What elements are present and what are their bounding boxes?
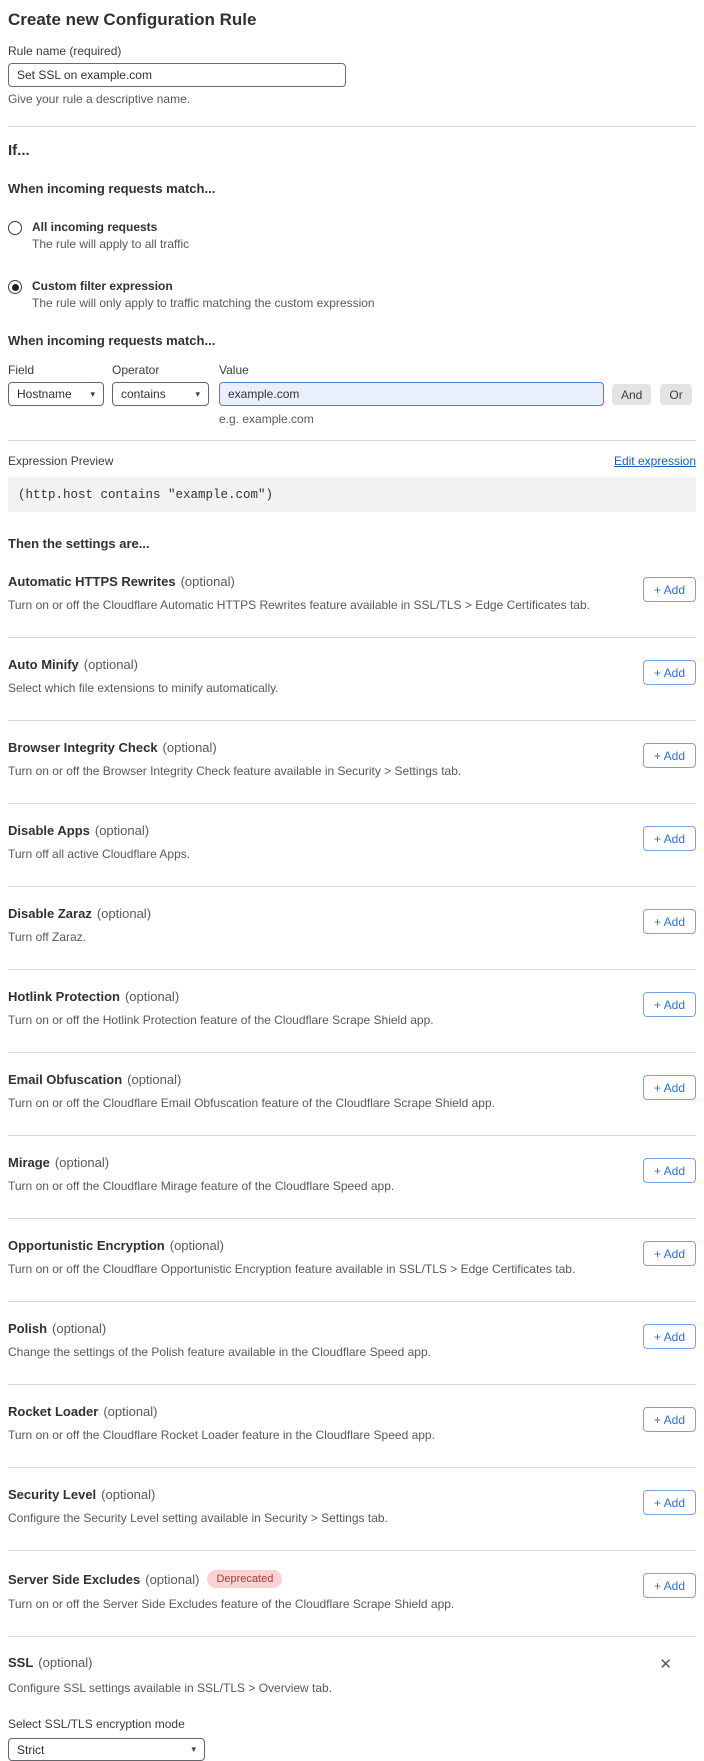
radio-description: The rule will apply to all traffic xyxy=(32,237,190,251)
setting-name: Rocket Loader xyxy=(8,1404,99,1419)
ssl-optional-suffix: (optional) xyxy=(38,1655,93,1670)
operator-label: Operator xyxy=(112,363,160,377)
setting-description: Turn on or off the Browser Integrity Check feature available in Security > Settings tab. xyxy=(8,764,462,778)
setting-optional-suffix: (optional) xyxy=(169,1238,224,1253)
settings-list xyxy=(8,555,696,1637)
setting-name: Hotlink Protection xyxy=(8,989,120,1004)
radio-option-all-incoming-requests[interactable] xyxy=(8,220,696,251)
setting-description: Turn on or off the Cloudflare Automatic HTTPS Rewrites feature available in SSL/TLS > Edge Certificates tab. xyxy=(8,598,590,612)
ssl-setting-card xyxy=(8,1637,696,1761)
setting-optional-suffix: (optional) xyxy=(127,1072,182,1087)
setting-row xyxy=(8,1385,696,1468)
setting-row xyxy=(8,1302,696,1385)
setting-optional-suffix: (optional) xyxy=(94,823,150,838)
add-setting-button[interactable]: + Add xyxy=(643,577,696,602)
setting-optional-suffix: (optional) xyxy=(54,1155,110,1170)
setting-optional-suffix: (optional) xyxy=(83,657,138,672)
setting-name: Disable Apps xyxy=(8,823,90,838)
setting-row xyxy=(8,1219,696,1302)
setting-row xyxy=(8,555,696,638)
rule-name-help: Give your rule a descriptive name. xyxy=(8,92,191,106)
setting-description: Turn on or off the Cloudflare Mirage feature of the Cloudflare Speed app. xyxy=(8,1179,395,1193)
radio-description: The rule will only apply to traffic matching the custom expression xyxy=(32,296,375,310)
add-setting-button[interactable]: + Add xyxy=(643,909,696,934)
setting-name: Email Obfuscation xyxy=(8,1072,123,1087)
setting-optional-suffix: (optional) xyxy=(162,740,217,755)
radio-label: Custom filter expression xyxy=(32,279,173,293)
setting-row xyxy=(8,1468,696,1551)
setting-row xyxy=(8,1136,696,1219)
page-title: Create new Configuration Rule xyxy=(8,10,257,29)
setting-row xyxy=(8,638,696,721)
ssl-mode-value: Strict xyxy=(17,1742,45,1757)
rule-name-input[interactable] xyxy=(8,63,346,87)
setting-name: Polish xyxy=(8,1321,48,1336)
add-setting-button[interactable]: + Add xyxy=(643,1407,696,1432)
setting-description: Turn on or off the Cloudflare Rocket Loader feature in the Cloudflare Speed app. xyxy=(8,1428,435,1442)
setting-name: Mirage xyxy=(8,1155,50,1170)
value-hint: e.g. example.com xyxy=(219,412,314,426)
setting-row xyxy=(8,887,696,970)
setting-description: Turn on or off the Cloudflare Email Obfuscation feature of the Cloudflare Scrape Shield app. xyxy=(8,1096,495,1110)
radio-icon[interactable] xyxy=(8,221,22,235)
section-divider xyxy=(8,440,696,441)
expression-preview-code: (http.host contains "example.com") xyxy=(8,477,696,512)
and-button[interactable]: And xyxy=(612,384,651,405)
close-icon[interactable]: ✕ xyxy=(659,1656,672,1673)
edit-expression-link[interactable]: Edit expression xyxy=(613,454,696,468)
add-setting-button[interactable]: + Add xyxy=(643,1075,696,1100)
operator-select[interactable] xyxy=(112,382,209,406)
setting-row xyxy=(8,1551,696,1637)
setting-description: Turn off all active Cloudflare Apps. xyxy=(8,847,191,861)
add-setting-button[interactable]: + Add xyxy=(643,1573,696,1598)
setting-optional-suffix: (optional) xyxy=(103,1404,158,1419)
add-setting-button[interactable]: + Add xyxy=(643,992,696,1017)
setting-optional-suffix: (optional) xyxy=(52,1321,107,1336)
then-settings-heading: Then the settings are... xyxy=(8,536,150,551)
radio-label: All incoming requests xyxy=(32,220,158,234)
setting-description: Turn off Zaraz. xyxy=(8,930,87,944)
field-select[interactable] xyxy=(8,382,104,406)
setting-row xyxy=(8,970,696,1053)
setting-name: Opportunistic Encryption xyxy=(8,1238,165,1253)
setting-description: Turn on or off the Hotlink Protection feature of the Cloudflare Scrape Shield app. xyxy=(8,1013,434,1027)
value-input[interactable] xyxy=(219,382,604,406)
setting-row xyxy=(8,721,696,804)
setting-description: Configure the Security Level setting available in Security > Settings tab. xyxy=(8,1511,388,1525)
or-button[interactable]: Or xyxy=(660,384,691,405)
ssl-setting-name: SSL xyxy=(8,1655,34,1670)
ssl-description: Configure SSL settings available in SSL/TLS > Overview tab. xyxy=(8,1681,333,1695)
rule-name-label: Rule name (required) xyxy=(8,44,122,58)
setting-row xyxy=(8,1053,696,1136)
setting-optional-suffix: (optional) xyxy=(145,1571,200,1587)
add-setting-button[interactable]: + Add xyxy=(643,1158,696,1183)
setting-optional-suffix: (optional) xyxy=(101,1487,156,1502)
add-setting-button[interactable]: + Add xyxy=(643,826,696,851)
add-setting-button[interactable]: + Add xyxy=(643,1324,696,1349)
add-setting-button[interactable]: + Add xyxy=(643,1241,696,1266)
setting-description: Turn on or off the Cloudflare Opportunistic Encryption feature available in SSL/TLS > Edge Certificates tab. xyxy=(8,1262,576,1276)
expression-builder xyxy=(8,333,696,426)
setting-name: Automatic HTTPS Rewrites xyxy=(8,574,176,589)
setting-name: Auto Minify xyxy=(8,657,79,672)
setting-name: Server Side Excludes xyxy=(8,1571,141,1587)
setting-optional-suffix: (optional) xyxy=(96,906,152,921)
request-match-radio-group xyxy=(8,220,696,310)
setting-optional-suffix: (optional) xyxy=(180,574,235,589)
setting-description: Turn on or off the Server Side Excludes feature of the Cloudflare Scrape Shield app. xyxy=(8,1597,455,1611)
setting-name: Security Level xyxy=(8,1487,97,1502)
field-select-value: Hostname xyxy=(17,387,72,401)
deprecated-badge: Deprecated xyxy=(207,1570,282,1588)
expression-preview-label: Expression Preview xyxy=(8,454,114,468)
add-setting-button[interactable]: + Add xyxy=(643,660,696,685)
chevron-down-icon: ▾ xyxy=(195,388,200,399)
ssl-mode-label: Select SSL/TLS encryption mode xyxy=(8,1717,185,1731)
radio-icon[interactable] xyxy=(8,280,22,294)
operator-select-value: contains xyxy=(121,387,166,401)
setting-optional-suffix: (optional) xyxy=(124,989,180,1004)
setting-description: Select which file extensions to minify automatically. xyxy=(8,681,279,695)
add-setting-button[interactable]: + Add xyxy=(643,1490,696,1515)
radio-option-custom-filter-expression[interactable] xyxy=(8,279,696,310)
match-heading: When incoming requests match... xyxy=(8,181,216,196)
ssl-mode-select[interactable] xyxy=(8,1738,205,1761)
setting-name: Disable Zaraz xyxy=(8,906,92,921)
setting-row xyxy=(8,804,696,887)
setting-name: Browser Integrity Check xyxy=(8,740,158,755)
setting-description: Change the settings of the Polish feature available in the Cloudflare Speed app. xyxy=(8,1345,431,1359)
expression-preview-header xyxy=(8,454,696,468)
add-setting-button[interactable]: + Add xyxy=(643,743,696,768)
chevron-down-icon: ▾ xyxy=(191,1744,196,1754)
builder-heading: When incoming requests match... xyxy=(8,333,216,348)
section-divider xyxy=(8,126,696,127)
rule-name-section xyxy=(8,44,696,106)
field-label: Field xyxy=(8,363,35,377)
if-heading: If... xyxy=(8,142,30,159)
value-label: Value xyxy=(219,363,249,377)
chevron-down-icon: ▾ xyxy=(90,388,95,399)
